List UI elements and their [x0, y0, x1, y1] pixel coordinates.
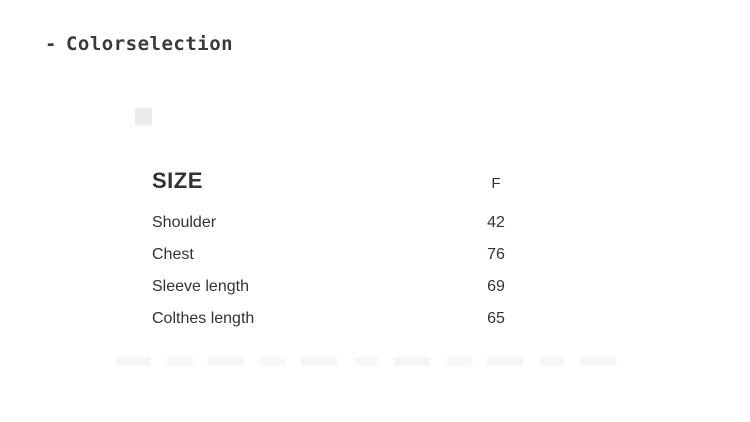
measurement-label: Shoulder — [152, 214, 217, 231]
measurement-value: 65 — [487, 310, 505, 327]
measurement-value: 76 — [487, 246, 505, 263]
faint-ghost-text — [115, 357, 627, 366]
heading-title: Colorselection — [65, 33, 234, 55]
section-heading — [45, 33, 233, 55]
measurement-label: Colthes length — [152, 310, 255, 327]
table-row — [152, 310, 544, 342]
size-chart-header — [152, 168, 544, 196]
measurement-value: 42 — [487, 214, 505, 231]
table-row — [152, 246, 544, 278]
table-row — [152, 278, 544, 310]
heading-dash: - — [45, 33, 57, 55]
table-row — [152, 214, 544, 246]
measurement-value: 69 — [487, 278, 505, 295]
size-chart-title: SIZE — [152, 168, 203, 193]
size-chart — [152, 168, 544, 342]
color-swatch[interactable] — [135, 108, 152, 125]
size-column-header: F — [491, 175, 501, 192]
measurement-label: Chest — [152, 246, 194, 263]
measurement-label: Sleeve length — [152, 278, 249, 295]
